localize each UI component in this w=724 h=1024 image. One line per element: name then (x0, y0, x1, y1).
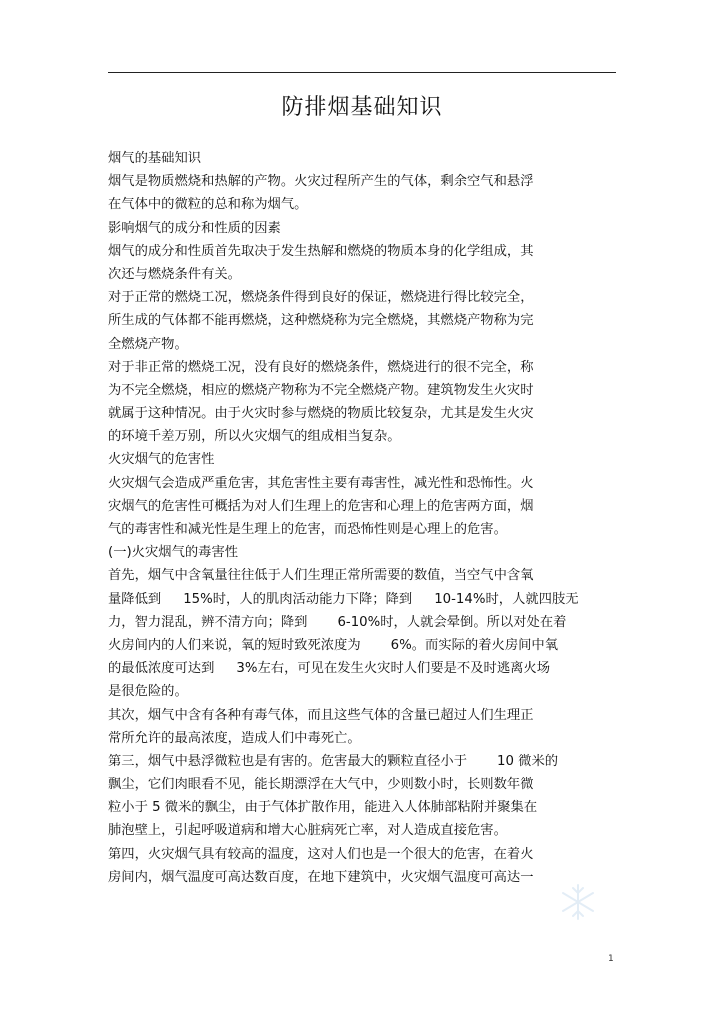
document-title: 防排烟基础知识 (281, 95, 443, 120)
paragraph-line: 第四，火灾烟气具有较高的温度，这对人们也是一个很大的危害，在着火 (108, 846, 534, 862)
paragraph-line: 在气体中的微粒的总和称为烟气。 (108, 197, 308, 213)
paragraph-line: 是很危险的。 (108, 684, 188, 700)
paragraph-line: 就属于这种情况。由于火灾时参与燃烧的物质比较复杂，尤其是发生火灾 (108, 406, 534, 422)
text-fragment: 3%左右，可见在发生火灾时人们要是不及时逃离火场 (236, 661, 551, 677)
watermark-snowflake-icon (558, 882, 598, 922)
document-body (108, 147, 616, 889)
paragraph-line (108, 588, 616, 611)
section-heading-smoke-basics: 烟气的基础知识 (108, 151, 202, 166)
paragraph-line: 为不完全燃烧，相应的燃烧产物称为不完全燃烧产物。建筑物发生火灾时 (108, 382, 534, 398)
paragraph-line: 的环境千差万别，所以火灾烟气的组成相当复杂。 (108, 429, 401, 445)
section-heading-hazards: 火灾烟气的危害性 (108, 452, 215, 468)
paragraph-line (108, 611, 616, 634)
paragraph-line: 对于非正常的燃烧工况，没有良好的燃烧条件，燃烧进行的很不完全，称 (108, 359, 534, 375)
text-fragment: 第三，烟气中悬浮微粒也是有害的。危害最大的颗粒直径小于 (108, 753, 468, 769)
section-heading-factors: 影响烟气的成分和性质的因素 (108, 220, 281, 236)
paragraph-line: 火灾烟气会造成严重危害，其危害性主要有毒害性，减光性和恐怖性。火 (108, 475, 534, 491)
paragraph-line: 其次，烟气中含有各种有毒气体，而且这些气体的含量已超过人们生理正 (108, 707, 534, 723)
paragraph-line: 飘尘，它们肉眼看不见，能长期漂浮在大气中，少则数小时，长则数年微 (108, 777, 534, 793)
text-fragment: 火房间内的人们来说，氧的短时致死浓度为 (108, 637, 361, 653)
paragraph-line: 粒小于 5 微米的飘尘，由于气体扩散作用，能进入人体肺部粘附并聚集在 (108, 800, 538, 816)
paragraph-line: 灾烟气的危害性可概括为对人们生理上的危害和心理上的危害两方面，烟 (108, 498, 534, 514)
paragraph-line: 气的毒害性和减光性是生理上的危害，而恐怖性则是心理上的危害。 (108, 522, 507, 537)
text-fragment: 量降低到 (108, 591, 162, 607)
text-fragment: 力，智力混乱，辨不清方向；降到 (108, 614, 308, 630)
header-rule (108, 72, 616, 73)
section-heading-toxicity: (一)火灾烟气的毒害性 (108, 545, 239, 561)
text-fragment: 6-10%时，人就会晕倒。所以对处在着 (337, 614, 567, 630)
paragraph-line: 常所允许的最高浓度，造成人们中毒死亡。 (108, 730, 361, 746)
paragraph-line: 房间内，烟气温度可高达数百度，在地下建筑中，火灾烟气温度可高达一 (108, 869, 534, 885)
paragraph-line: 烟气是物质燃烧和热解的产物。火灾过程所产生的气体，剩余空气和悬浮 (108, 174, 534, 190)
paragraph-line: 首先，烟气中含氧量往往低于人们生理正常所需要的数值，当空气中含氧 (108, 568, 534, 584)
paragraph-line: 烟气的成分和性质首先取决于发生热解和燃烧的物质本身的化学组成，其 (108, 243, 534, 259)
page-number: 1 (608, 954, 614, 964)
paragraph-line (108, 657, 616, 680)
text-fragment: 15%时，人的肌肉活动能力下降；降到 (183, 591, 413, 607)
paragraph-line: 次还与燃烧条件有关。 (108, 266, 241, 282)
text-fragment: 10 微米的 (497, 753, 559, 769)
paragraph-line: 所生成的气体都不能再燃烧，这种燃烧称为完全燃烧，其燃烧产物称为完 (108, 313, 534, 329)
paragraph-line: 肺泡壁上，引起呼吸道病和增大心脏病死亡率，对人造成直接危害。 (108, 823, 507, 839)
paragraph-line: 全燃烧产物。 (108, 336, 188, 352)
text-fragment: 6%。而实际的着火房间中氧 (390, 637, 559, 653)
paragraph-line (108, 634, 616, 657)
text-fragment: 10-14%时，人就四肢无 (434, 591, 579, 607)
paragraph-line: 对于正常的燃烧工况，燃烧条件得到良好的保证，燃烧进行得比较完全， (108, 290, 534, 306)
text-fragment: 的最低浓度可达到 (108, 661, 215, 677)
paragraph-line (108, 750, 616, 773)
